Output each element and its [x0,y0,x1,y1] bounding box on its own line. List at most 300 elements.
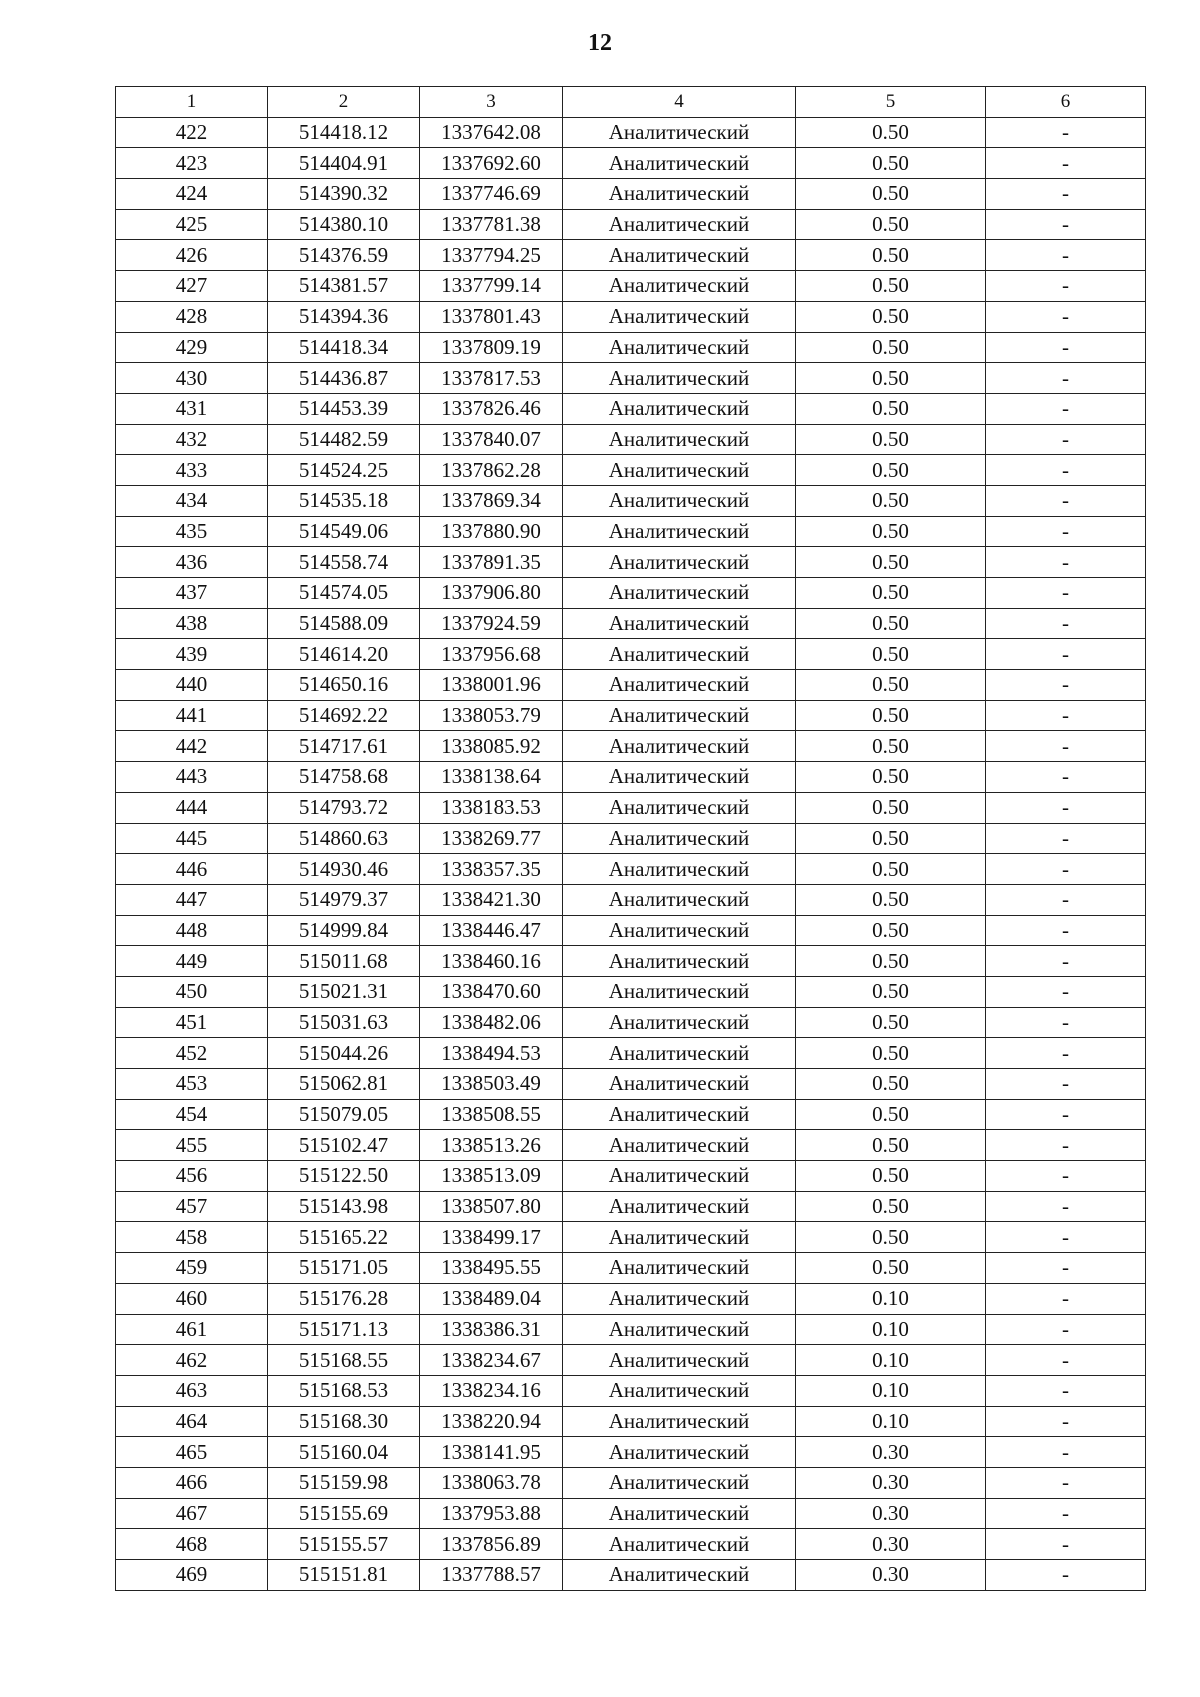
table-cell: - [986,1007,1146,1038]
table-cell: - [986,1375,1146,1406]
table-cell: 469 [116,1560,268,1591]
table-cell: 514549.06 [268,516,420,547]
table-row [116,792,1146,823]
table-row [116,547,1146,578]
table-cell: 1337817.53 [420,363,563,394]
table-cell: 514793.72 [268,792,420,823]
table-cell: 0.50 [796,854,986,885]
table-cell: 515165.22 [268,1222,420,1253]
table-cell: 1338508.55 [420,1099,563,1130]
table-cell: 463 [116,1375,268,1406]
table-cell: Аналитический [563,976,796,1007]
table-cell: 435 [116,516,268,547]
table-cell: 1337891.35 [420,547,563,578]
table-cell: 0.10 [796,1283,986,1314]
table-row [116,1498,1146,1529]
table-cell: Аналитический [563,1222,796,1253]
table-cell: 1338507.80 [420,1191,563,1222]
table-cell: 0.30 [796,1498,986,1529]
table-cell: - [986,1099,1146,1130]
table-cell: Аналитический [563,670,796,701]
table-row [116,639,1146,670]
table-cell: 446 [116,854,268,885]
table-cell: 0.50 [796,915,986,946]
coordinates-table [115,86,1146,1591]
table-row [116,731,1146,762]
table-cell: Аналитический [563,1253,796,1284]
table-cell: 0.10 [796,1314,986,1345]
table-cell: Аналитический [563,1283,796,1314]
table-cell: Аналитический [563,1406,796,1437]
table-cell: 0.50 [796,946,986,977]
table-cell: Аналитический [563,1314,796,1345]
table-cell: 1338503.49 [420,1069,563,1100]
table-cell: 514381.57 [268,271,420,302]
table-row [116,516,1146,547]
table-cell: 514758.68 [268,762,420,793]
table-cell: 455 [116,1130,268,1161]
table-cell: - [986,240,1146,271]
table-cell: 0.30 [796,1529,986,1560]
table-row [116,1222,1146,1253]
table-cell: - [986,792,1146,823]
table-cell: 1338357.35 [420,854,563,885]
table-cell: Аналитический [563,1191,796,1222]
table-cell: 515011.68 [268,946,420,977]
table-row [116,946,1146,977]
table-cell: 437 [116,578,268,609]
table-cell: 454 [116,1099,268,1130]
table-cell: 433 [116,455,268,486]
table-row [116,332,1146,363]
table-cell: 515159.98 [268,1467,420,1498]
table-cell: 426 [116,240,268,271]
table-cell: 514524.25 [268,455,420,486]
table-cell: 0.50 [796,1038,986,1069]
table-cell: - [986,1038,1146,1069]
table-row [116,424,1146,455]
table-cell: 440 [116,670,268,701]
table-row [116,485,1146,516]
table-cell: 0.50 [796,301,986,332]
table-cell: - [986,1467,1146,1498]
table-cell: 453 [116,1069,268,1100]
table-cell: 1338494.53 [420,1038,563,1069]
table-row [116,1283,1146,1314]
table-cell: 0.50 [796,1007,986,1038]
table-cell: 1338513.09 [420,1161,563,1192]
table-cell: 514692.22 [268,700,420,731]
table-cell: 0.50 [796,547,986,578]
table-cell: Аналитический [563,1099,796,1130]
table-cell: 1337862.28 [420,455,563,486]
table-cell: 514558.74 [268,547,420,578]
table-cell: 515031.63 [268,1007,420,1038]
table-cell: 0.30 [796,1437,986,1468]
table-cell: 0.50 [796,670,986,701]
table-cell: 428 [116,301,268,332]
table-cell: 422 [116,117,268,148]
table-cell: 427 [116,271,268,302]
table-cell: 514482.59 [268,424,420,455]
table-row [116,976,1146,1007]
table-cell: - [986,209,1146,240]
table-row [116,148,1146,179]
table-cell: 1337826.46 [420,393,563,424]
table-cell: Аналитический [563,1130,796,1161]
table-cell: 444 [116,792,268,823]
table-cell: 459 [116,1253,268,1284]
table-row [116,1069,1146,1100]
table-cell: - [986,332,1146,363]
column-header: 2 [268,87,420,118]
table-cell: 0.30 [796,1467,986,1498]
table-cell: - [986,1253,1146,1284]
table-cell: Аналитический [563,332,796,363]
table-row [116,1253,1146,1284]
table-cell: 515062.81 [268,1069,420,1100]
table-cell: 1338446.47 [420,915,563,946]
table-cell: Аналитический [563,1560,796,1591]
table-cell: 1338085.92 [420,731,563,762]
table-row [116,1437,1146,1468]
table-row [116,823,1146,854]
table-cell: 515168.53 [268,1375,420,1406]
table-cell: - [986,363,1146,394]
table-cell: 515102.47 [268,1130,420,1161]
table-cell: 442 [116,731,268,762]
table-row [116,1007,1146,1038]
table-cell: - [986,271,1146,302]
table-cell: 441 [116,700,268,731]
table-row [116,209,1146,240]
table-cell: - [986,1222,1146,1253]
table-row [116,1191,1146,1222]
table-cell: - [986,301,1146,332]
table-row [116,884,1146,915]
table-cell: Аналитический [563,1038,796,1069]
table-cell: 0.50 [796,271,986,302]
table-cell: 1338470.60 [420,976,563,1007]
table-cell: Аналитический [563,1007,796,1038]
table-cell: 1337869.34 [420,485,563,516]
table-cell: 515151.81 [268,1560,420,1591]
table-row [116,578,1146,609]
table-body [116,117,1146,1590]
table-row [116,117,1146,148]
table-cell: 0.50 [796,516,986,547]
table-cell: Аналитический [563,363,796,394]
table-cell: - [986,884,1146,915]
table-cell: - [986,1069,1146,1100]
table-cell: 1337746.69 [420,179,563,210]
table-cell: - [986,639,1146,670]
table-cell: 515171.13 [268,1314,420,1345]
table-cell: 514588.09 [268,608,420,639]
table-row [116,1345,1146,1376]
table-cell: - [986,1345,1146,1376]
table-cell: 515122.50 [268,1161,420,1192]
table-cell: 0.50 [796,884,986,915]
table-cell: 515155.69 [268,1498,420,1529]
table-row [116,700,1146,731]
table-cell: Аналитический [563,179,796,210]
table-row [116,455,1146,486]
table-cell: 424 [116,179,268,210]
table-cell: 0.50 [796,240,986,271]
table-row [116,1467,1146,1498]
table-cell: 0.50 [796,1130,986,1161]
table-cell: 439 [116,639,268,670]
table-cell: - [986,1283,1146,1314]
table-cell: 0.10 [796,1406,986,1437]
table-cell: 0.50 [796,1069,986,1100]
table-cell: 1337801.43 [420,301,563,332]
table-cell: 429 [116,332,268,363]
table-cell: 461 [116,1314,268,1345]
table-cell: 1337906.80 [420,578,563,609]
table-row [116,179,1146,210]
table-cell: 0.50 [796,1191,986,1222]
table-cell: 0.50 [796,731,986,762]
table-cell: - [986,1161,1146,1192]
table-cell: 514650.16 [268,670,420,701]
table-cell: 0.50 [796,639,986,670]
table-cell: 515044.26 [268,1038,420,1069]
table-cell: 1337692.60 [420,148,563,179]
table-cell: 515168.30 [268,1406,420,1437]
table-row [116,271,1146,302]
table-cell: 515155.57 [268,1529,420,1560]
table-cell: 514394.36 [268,301,420,332]
table-cell: Аналитический [563,823,796,854]
table-cell: - [986,179,1146,210]
table-cell: 1337956.68 [420,639,563,670]
table-cell: 515176.28 [268,1283,420,1314]
table-row [116,854,1146,885]
table-cell: 452 [116,1038,268,1069]
table-row [116,393,1146,424]
table-cell: 1338489.04 [420,1283,563,1314]
table-cell: - [986,1406,1146,1437]
table-cell: 514860.63 [268,823,420,854]
table-cell: - [986,976,1146,1007]
table-cell: 515171.05 [268,1253,420,1284]
table-cell: 1338220.94 [420,1406,563,1437]
table-cell: Аналитический [563,455,796,486]
table-cell: - [986,117,1146,148]
table-header-row [116,87,1146,118]
table-cell: 0.50 [796,762,986,793]
table-cell: 514535.18 [268,485,420,516]
table-cell: 434 [116,485,268,516]
table-cell: 514453.39 [268,393,420,424]
table-cell: Аналитический [563,1437,796,1468]
table-cell: Аналитический [563,516,796,547]
table-cell: 514376.59 [268,240,420,271]
table-cell: 0.50 [796,608,986,639]
table-cell: 430 [116,363,268,394]
table-cell: 0.50 [796,1253,986,1284]
table-cell: 1338386.31 [420,1314,563,1345]
table-row [116,1560,1146,1591]
table-cell: Аналитический [563,731,796,762]
table-cell: 0.50 [796,179,986,210]
table-cell: 0.50 [796,1161,986,1192]
table-cell: 514999.84 [268,915,420,946]
table-cell: 514418.12 [268,117,420,148]
table-cell: 460 [116,1283,268,1314]
table-row [116,1130,1146,1161]
table-row [116,670,1146,701]
table-cell: Аналитический [563,1529,796,1560]
table-row [116,363,1146,394]
table-cell: 445 [116,823,268,854]
table-cell: - [986,731,1146,762]
table-cell: 1338513.26 [420,1130,563,1161]
table-cell: 0.50 [796,424,986,455]
table-cell: 1338499.17 [420,1222,563,1253]
table-cell: - [986,148,1146,179]
table-row [116,1161,1146,1192]
column-header: 4 [563,87,796,118]
table-cell: 456 [116,1161,268,1192]
table-cell: 1338183.53 [420,792,563,823]
table-cell: Аналитический [563,762,796,793]
table-cell: 514930.46 [268,854,420,885]
table-cell: 423 [116,148,268,179]
table-cell: 1337794.25 [420,240,563,271]
table-cell: 1338482.06 [420,1007,563,1038]
table-cell: Аналитический [563,148,796,179]
table-cell: 1338234.16 [420,1375,563,1406]
table-cell: - [986,1498,1146,1529]
table-cell: 458 [116,1222,268,1253]
table-cell: 0.50 [796,578,986,609]
table-cell: Аналитический [563,1498,796,1529]
table-cell: Аналитический [563,1375,796,1406]
column-header: 1 [116,87,268,118]
table-cell: 465 [116,1437,268,1468]
table-cell: 1337840.07 [420,424,563,455]
table-cell: - [986,1314,1146,1345]
table-cell: Аналитический [563,854,796,885]
table-cell: Аналитический [563,792,796,823]
table-cell: 1338053.79 [420,700,563,731]
table-cell: Аналитический [563,117,796,148]
table-cell: 514380.10 [268,209,420,240]
table-cell: 0.50 [796,792,986,823]
table-cell: 0.50 [796,455,986,486]
table-cell: 451 [116,1007,268,1038]
table-cell: 514404.91 [268,148,420,179]
table-row [116,1099,1146,1130]
table-cell: Аналитический [563,884,796,915]
table-cell: 1337799.14 [420,271,563,302]
table-cell: - [986,762,1146,793]
column-header: 3 [420,87,563,118]
table-cell: Аналитический [563,608,796,639]
table-cell: 436 [116,547,268,578]
column-header: 6 [986,87,1146,118]
table-cell: 1337924.59 [420,608,563,639]
table-cell: 0.50 [796,1222,986,1253]
table-cell: - [986,547,1146,578]
table-cell: 1337642.08 [420,117,563,148]
table-cell: 0.50 [796,209,986,240]
table-cell: - [986,1130,1146,1161]
table-cell: - [986,854,1146,885]
page-number: 12 [588,30,612,56]
table-cell: - [986,393,1146,424]
table-cell: 1338141.95 [420,1437,563,1468]
table-cell: 468 [116,1529,268,1560]
table-cell: 0.50 [796,976,986,1007]
table-row [116,301,1146,332]
table-cell: 514717.61 [268,731,420,762]
table-cell: 467 [116,1498,268,1529]
table-cell: 464 [116,1406,268,1437]
table-cell: - [986,915,1146,946]
table-cell: 0.50 [796,363,986,394]
table-row [116,1314,1146,1345]
table-cell: 514574.05 [268,578,420,609]
table-cell: 515160.04 [268,1437,420,1468]
table-cell: - [986,485,1146,516]
table-cell: 447 [116,884,268,915]
table-row [116,1406,1146,1437]
table-cell: - [986,700,1146,731]
table-cell: Аналитический [563,915,796,946]
table-cell: Аналитический [563,639,796,670]
table-cell: 0.50 [796,117,986,148]
table-cell: 1337880.90 [420,516,563,547]
table-cell: Аналитический [563,700,796,731]
table-row [116,1038,1146,1069]
table-cell: - [986,516,1146,547]
table-cell: 515143.98 [268,1191,420,1222]
table-cell: 0.50 [796,332,986,363]
table-cell: 431 [116,393,268,424]
table-cell: 466 [116,1467,268,1498]
table-cell: Аналитический [563,1345,796,1376]
table-cell: Аналитический [563,240,796,271]
table-cell: Аналитический [563,271,796,302]
table-cell: Аналитический [563,547,796,578]
table-cell: 1338421.30 [420,884,563,915]
table-cell: - [986,670,1146,701]
table-cell: 0.50 [796,148,986,179]
table-cell: 514436.87 [268,363,420,394]
table-cell: - [986,823,1146,854]
table-cell: 0.50 [796,700,986,731]
table-cell: 0.50 [796,393,986,424]
table-cell: - [986,608,1146,639]
table-cell: 0.50 [796,823,986,854]
table-cell: 1337953.88 [420,1498,563,1529]
table-row [116,1529,1146,1560]
table-cell: 438 [116,608,268,639]
table-cell: 514979.37 [268,884,420,915]
table-cell: 515168.55 [268,1345,420,1376]
table-cell: Аналитический [563,393,796,424]
table-cell: 515079.05 [268,1099,420,1130]
table-cell: 1338269.77 [420,823,563,854]
table-cell: 0.50 [796,1099,986,1130]
table-cell: 1337809.19 [420,332,563,363]
table-cell: 448 [116,915,268,946]
table-cell: Аналитический [563,946,796,977]
